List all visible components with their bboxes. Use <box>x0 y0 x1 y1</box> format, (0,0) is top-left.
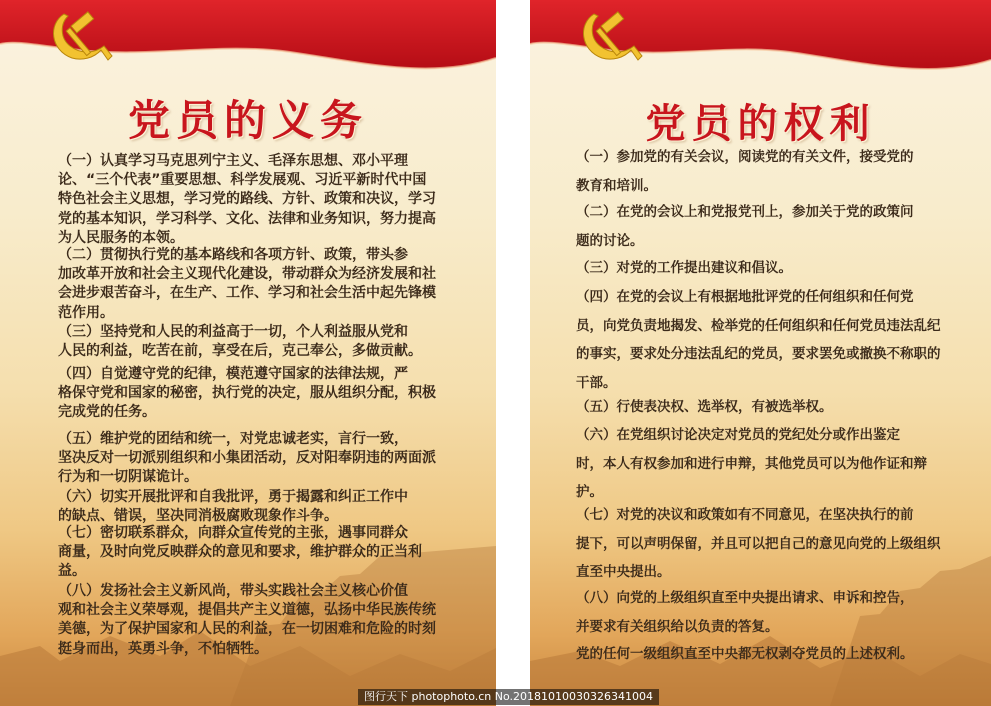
watermark-bar: 图行天下 photophoto.cn No.20181010030326341004 <box>358 689 659 705</box>
hammer-sickle-icon <box>44 6 114 70</box>
duty-paragraph: （七）密切联系群众，向群众宣传党的主张，遇事同群众 商量，及时向党反映群众的意见和要求，维护群众的正当利 益。 <box>58 525 422 580</box>
duty-paragraph: （五）维护党的团结和统一，对党忠诚老实，言行一致， 坚决反对一切派别组织和小集团活动，反对阳奉阴违的两面派 行为和一切阴谋诡计。 <box>58 431 436 486</box>
right-paragraph: （五）行使表决权、选举权，有被选举权。 <box>576 399 833 415</box>
closing-statement: 党的任何一级组织直至中央都无权剥夺党员的上述权利。 <box>576 646 914 662</box>
right-paragraph: （三）对党的工作提出建议和倡议。 <box>576 260 792 276</box>
duty-paragraph: （三）坚持党和人民的利益高于一切，个人利益服从党和 人民的利益，吃苦在前，享受在后，克己奉公，多做贡献。 <box>58 324 422 360</box>
duty-paragraph: （八）发扬社会主义新风尚，带头实践社会主义核心价值 观和社会主义荣辱观，提倡共产主义道德，弘扬中华民族传统 美德，为了保护国家和人民的利益，在一切困难和危险的时刻 挺身而出，英勇斗争，不怕牺牲。 <box>58 583 436 657</box>
right-paragraph: （八）向党的上级组织直至中央提出请求、申诉和控告， 并要求有关组织给以负责的答复。 <box>576 590 914 635</box>
duty-paragraph: （六）切实开展批评和自我批评，勇于揭露和纠正工作中 的缺点、错误，坚决同消极腐败现象作斗争。 <box>58 489 408 525</box>
page-title: 党员的权利 <box>645 101 876 147</box>
poster-rights <box>530 0 991 706</box>
hammer-sickle-icon <box>574 6 644 70</box>
right-paragraph: （一）参加党的有关会议，阅读党的有关文件，接受党的 教育和培训。 <box>576 149 914 194</box>
right-paragraph: （七）对党的决议和政策如有不同意见，在坚决执行的前 提下，可以声明保留，并且可以把自己的意见向党的上级组织 直至中央提出。 <box>576 507 941 580</box>
duty-paragraph: （二）贯彻执行党的基本路线和各项方针、政策，带头参 加改革开放和社会主义现代化建设，带动群众为经济发展和社 会进步艰苦奋斗，在生产、工作、学习和社会生活中起先锋模 范作用。 <box>58 247 436 321</box>
right-paragraph: （二）在党的会议上和党报党刊上，参加关于党的政策问 题的讨论。 <box>576 204 914 249</box>
right-paragraph: （六）在党组织讨论决定对党员的党纪处分或作出鉴定 时，本人有权参加和进行申辩，其他党员可以为他作证和辩 护。 <box>576 427 927 500</box>
page-title: 党员的义务 <box>127 96 368 145</box>
duty-paragraph: （一）认真学习马克思列宁主义、毛泽东思想、邓小平理 论、“三个代表”重要思想、科学发展观、习近平新时代中国 特色社会主义思想，学习党的路线、方针、政策和决议，学习 党的基本知识，学习科学、文化、法律和业务知识，努力提高 为人民服务的本领。 <box>58 153 436 246</box>
right-paragraph: （四）在党的会议上有根据地批评党的任何组织和任何党 员，向党负责地揭发、检举党的任何组织和任何党员违法乱纪 的事实，要求处分违法乱纪的党员，要求罢免或撤换不称职的 干部。 <box>576 289 941 391</box>
duty-paragraph: （四）自觉遵守党的纪律，模范遵守国家的法律法规，严 格保守党和国家的秘密，执行党的决定，服从组织分配，积极 完成党的任务。 <box>58 366 436 421</box>
